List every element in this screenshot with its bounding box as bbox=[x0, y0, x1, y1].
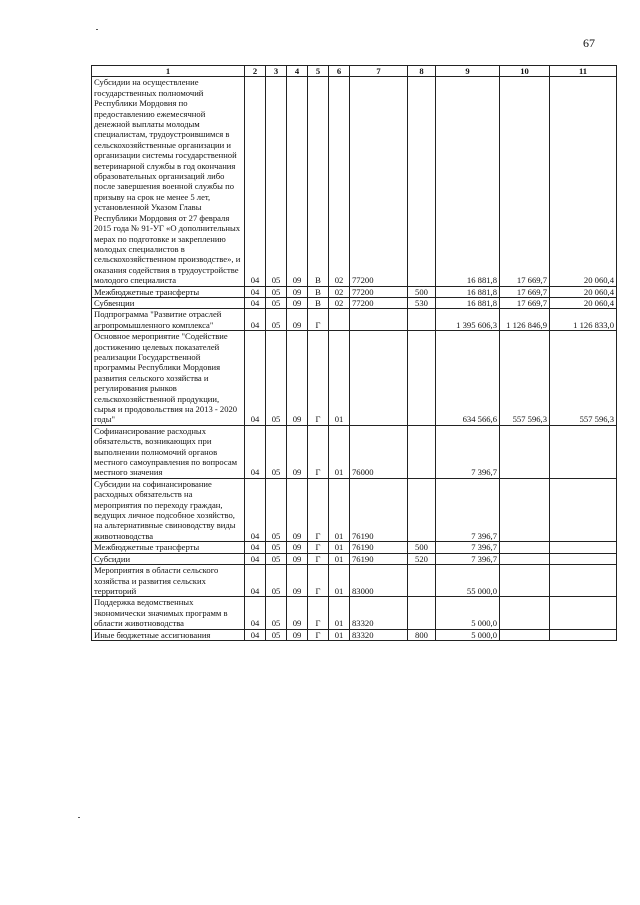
row-value-cell: 20 060,4 bbox=[550, 77, 617, 286]
row-value-cell bbox=[408, 478, 436, 541]
row-value-cell: 09 bbox=[287, 331, 308, 426]
scan-speck bbox=[96, 29, 98, 30]
row-value-cell: 09 bbox=[287, 553, 308, 564]
row-value-cell: В bbox=[308, 77, 329, 286]
row-value-cell: 01 bbox=[329, 331, 350, 426]
row-value-cell: 77200 bbox=[350, 286, 408, 297]
row-value-cell: 04 bbox=[245, 553, 266, 564]
row-value-cell: 05 bbox=[266, 297, 287, 308]
row-value-cell bbox=[408, 77, 436, 286]
budget-table bbox=[91, 65, 617, 641]
column-header: 3 bbox=[266, 66, 287, 77]
row-value-cell: 05 bbox=[266, 309, 287, 331]
row-value-cell: 16 881,8 bbox=[436, 297, 500, 308]
row-value-cell: 76190 bbox=[350, 553, 408, 564]
row-value-cell: 05 bbox=[266, 331, 287, 426]
table-row bbox=[92, 542, 617, 553]
row-value-cell: 5 000,0 bbox=[436, 597, 500, 629]
row-value-cell: 20 060,4 bbox=[550, 286, 617, 297]
table-row bbox=[92, 425, 617, 478]
row-value-cell: 55 000,0 bbox=[436, 565, 500, 597]
row-value-cell: 7 396,7 bbox=[436, 478, 500, 541]
row-value-cell: 05 bbox=[266, 542, 287, 553]
row-value-cell bbox=[500, 478, 550, 541]
table-row bbox=[92, 565, 617, 597]
row-value-cell: 800 bbox=[408, 629, 436, 640]
row-name-cell: Межбюджетные трансферты bbox=[92, 286, 245, 297]
row-value-cell: В bbox=[308, 286, 329, 297]
row-value-cell bbox=[500, 597, 550, 629]
row-value-cell: 09 bbox=[287, 478, 308, 541]
row-value-cell: Г bbox=[308, 597, 329, 629]
row-value-cell: 5 000,0 bbox=[436, 629, 500, 640]
row-name-cell: Субсидии на осуществление государственных полномочий Республики Мордовия по предоставлению ежемесячной денежной выплаты молодым специалистам, трудоустроившимся в сельскохозяйственные организации и организации системы государственной ветеринарной службы в год окончания образовательных организаций либо после завершения военной службы по призыву на срок не менее 5 лет, установленной Указом Главы Республики Мордовия от 27 февраля 2015 года № 91-УГ «О дополнительных мерах по подготовке и закреплению молодых специалистов в сельскохозяйственном производстве», и оказания содействия в трудоустройстве молодого специалиста bbox=[92, 77, 245, 286]
row-value-cell: Г bbox=[308, 425, 329, 478]
row-value-cell: 04 bbox=[245, 597, 266, 629]
row-value-cell bbox=[350, 309, 408, 331]
row-value-cell: 17 669,7 bbox=[500, 77, 550, 286]
row-value-cell bbox=[550, 425, 617, 478]
row-name-cell: Субсидии bbox=[92, 553, 245, 564]
row-value-cell: 16 881,8 bbox=[436, 77, 500, 286]
row-value-cell: 05 bbox=[266, 77, 287, 286]
row-value-cell: 1 126 833,0 bbox=[550, 309, 617, 331]
table-row bbox=[92, 629, 617, 640]
row-value-cell: 1 126 846,9 bbox=[500, 309, 550, 331]
row-value-cell: 77200 bbox=[350, 77, 408, 286]
row-value-cell: 04 bbox=[245, 542, 266, 553]
row-value-cell: В bbox=[308, 297, 329, 308]
row-value-cell: Г bbox=[308, 309, 329, 331]
table-row bbox=[92, 286, 617, 297]
row-value-cell: 09 bbox=[287, 565, 308, 597]
row-value-cell: 01 bbox=[329, 553, 350, 564]
row-value-cell: Г bbox=[308, 331, 329, 426]
row-value-cell bbox=[500, 553, 550, 564]
row-name-cell: Основное мероприятие "Содействие достижению целевых показателей реализации Государственной программы Республики Мордовия развития сельского хозяйства и регулирования рынков сельскохозяйственной продукции, сырья и продовольствия на 2013 - 2020 годы" bbox=[92, 331, 245, 426]
row-name-cell: Субвенции bbox=[92, 297, 245, 308]
row-value-cell bbox=[550, 542, 617, 553]
row-value-cell: Г bbox=[308, 565, 329, 597]
row-value-cell: 05 bbox=[266, 478, 287, 541]
row-value-cell: 09 bbox=[287, 597, 308, 629]
row-value-cell: 7 396,7 bbox=[436, 425, 500, 478]
row-value-cell: 09 bbox=[287, 542, 308, 553]
column-header: 9 bbox=[436, 66, 500, 77]
row-value-cell: 520 bbox=[408, 553, 436, 564]
row-value-cell: 01 bbox=[329, 565, 350, 597]
row-value-cell: 05 bbox=[266, 597, 287, 629]
row-value-cell: 02 bbox=[329, 297, 350, 308]
row-value-cell bbox=[550, 597, 617, 629]
scan-speck bbox=[78, 817, 80, 818]
row-value-cell: 01 bbox=[329, 542, 350, 553]
row-value-cell: 77200 bbox=[350, 297, 408, 308]
row-value-cell bbox=[550, 565, 617, 597]
table-header-row bbox=[92, 66, 617, 77]
row-value-cell: 09 bbox=[287, 425, 308, 478]
table-row bbox=[92, 331, 617, 426]
row-value-cell: Г bbox=[308, 542, 329, 553]
row-value-cell: 557 596,3 bbox=[550, 331, 617, 426]
row-value-cell bbox=[408, 565, 436, 597]
row-value-cell: 04 bbox=[245, 565, 266, 597]
column-header: 7 bbox=[350, 66, 408, 77]
row-value-cell: 09 bbox=[287, 286, 308, 297]
row-value-cell: 02 bbox=[329, 77, 350, 286]
row-value-cell: 04 bbox=[245, 425, 266, 478]
column-header: 8 bbox=[408, 66, 436, 77]
row-value-cell: 7 396,7 bbox=[436, 542, 500, 553]
row-value-cell bbox=[408, 597, 436, 629]
row-value-cell: 76190 bbox=[350, 478, 408, 541]
column-header: 5 bbox=[308, 66, 329, 77]
row-value-cell bbox=[350, 331, 408, 426]
row-value-cell: 04 bbox=[245, 331, 266, 426]
row-value-cell: 500 bbox=[408, 286, 436, 297]
row-value-cell: Г bbox=[308, 553, 329, 564]
row-value-cell: 76190 bbox=[350, 542, 408, 553]
row-value-cell: 01 bbox=[329, 478, 350, 541]
row-name-cell: Иные бюджетные ассигнования bbox=[92, 629, 245, 640]
row-value-cell: 05 bbox=[266, 425, 287, 478]
row-value-cell bbox=[550, 478, 617, 541]
page-number: 67 bbox=[583, 36, 595, 50]
row-value-cell bbox=[550, 629, 617, 640]
table-row bbox=[92, 597, 617, 629]
row-value-cell bbox=[500, 565, 550, 597]
row-value-cell: 17 669,7 bbox=[500, 286, 550, 297]
column-header: 10 bbox=[500, 66, 550, 77]
row-name-cell: Мероприятия в области сельского хозяйства и развития сельских территорий bbox=[92, 565, 245, 597]
table-row bbox=[92, 553, 617, 564]
row-value-cell bbox=[500, 425, 550, 478]
row-value-cell: 83320 bbox=[350, 629, 408, 640]
row-value-cell: 01 bbox=[329, 629, 350, 640]
column-header: 1 bbox=[92, 66, 245, 77]
row-value-cell: 09 bbox=[287, 297, 308, 308]
row-value-cell: 05 bbox=[266, 565, 287, 597]
row-name-cell: Софинансирование расходных обязательств, возникающих при выполнении полномочий органов местного самоуправления по вопросам местного значения bbox=[92, 425, 245, 478]
row-name-cell: Подпрограмма "Развитие отраслей агропромышленного комплекса" bbox=[92, 309, 245, 331]
row-name-cell: Поддержка ведомственных экономически значимых программ в области животноводства bbox=[92, 597, 245, 629]
column-header: 4 bbox=[287, 66, 308, 77]
row-value-cell bbox=[500, 629, 550, 640]
row-value-cell: Г bbox=[308, 478, 329, 541]
table-row bbox=[92, 77, 617, 286]
row-value-cell: 557 596,3 bbox=[500, 331, 550, 426]
row-value-cell: 83320 bbox=[350, 597, 408, 629]
row-value-cell: 76000 bbox=[350, 425, 408, 478]
column-header: 6 bbox=[329, 66, 350, 77]
row-value-cell: 500 bbox=[408, 542, 436, 553]
row-value-cell: 20 060,4 bbox=[550, 297, 617, 308]
table-row bbox=[92, 297, 617, 308]
row-value-cell bbox=[329, 309, 350, 331]
row-name-cell: Межбюджетные трансферты bbox=[92, 542, 245, 553]
row-value-cell: 04 bbox=[245, 309, 266, 331]
row-value-cell: 7 396,7 bbox=[436, 553, 500, 564]
row-value-cell: 04 bbox=[245, 478, 266, 541]
row-value-cell bbox=[500, 542, 550, 553]
row-value-cell: 16 881,8 bbox=[436, 286, 500, 297]
table-row bbox=[92, 309, 617, 331]
row-value-cell: 04 bbox=[245, 286, 266, 297]
row-value-cell bbox=[408, 309, 436, 331]
row-value-cell: 01 bbox=[329, 425, 350, 478]
column-header: 2 bbox=[245, 66, 266, 77]
column-header: 11 bbox=[550, 66, 617, 77]
row-value-cell: 09 bbox=[287, 77, 308, 286]
row-value-cell: 04 bbox=[245, 297, 266, 308]
row-value-cell: 634 566,6 bbox=[436, 331, 500, 426]
row-value-cell: 09 bbox=[287, 309, 308, 331]
row-value-cell: 09 bbox=[287, 629, 308, 640]
row-value-cell bbox=[408, 331, 436, 426]
row-value-cell: 04 bbox=[245, 77, 266, 286]
table-row bbox=[92, 478, 617, 541]
row-value-cell: 02 bbox=[329, 286, 350, 297]
row-value-cell: 530 bbox=[408, 297, 436, 308]
row-value-cell: 05 bbox=[266, 286, 287, 297]
row-name-cell: Субсидии на софинансирование расходных обязательств на мероприятия по переходу граждан, ведущих личное подсобное хозяйство, на альтернативные свиноводству виды животноводства bbox=[92, 478, 245, 541]
row-value-cell: 04 bbox=[245, 629, 266, 640]
row-value-cell: 01 bbox=[329, 597, 350, 629]
row-value-cell: 05 bbox=[266, 629, 287, 640]
row-value-cell bbox=[408, 425, 436, 478]
row-value-cell: 1 395 606,3 bbox=[436, 309, 500, 331]
row-value-cell: 05 bbox=[266, 553, 287, 564]
row-value-cell: 83000 bbox=[350, 565, 408, 597]
row-value-cell bbox=[550, 553, 617, 564]
row-value-cell: Г bbox=[308, 629, 329, 640]
row-value-cell: 17 669,7 bbox=[500, 297, 550, 308]
